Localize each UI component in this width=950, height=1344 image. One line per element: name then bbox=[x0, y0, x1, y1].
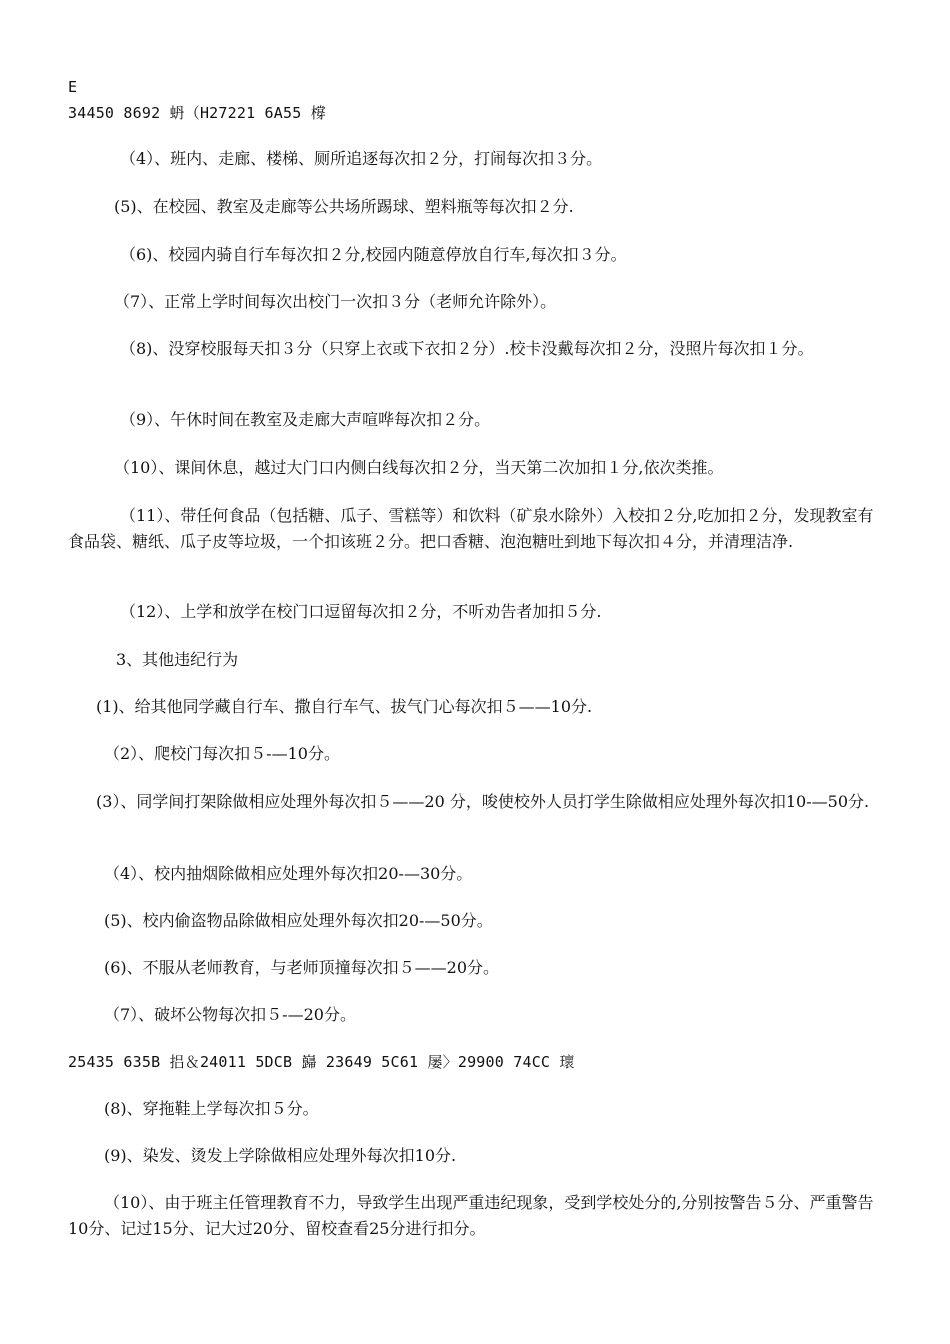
rule-item-11: （11）、带任何食品（包括糖、瓜子、雪糕等）和饮料（矿泉水除外）入校扣２分,吃加扣２分，发现教室有食品袋、糖纸、瓜子皮等垃圾，一个扣该班２分。把口香糖、泡泡糖吐到地下每次扣４分，并清理洁净. bbox=[68, 506, 874, 551]
rule-item-10: （10）、课间休息，越过大门口内侧白线每次扣２分，当天第二次加扣１分,依次类推。 bbox=[114, 458, 724, 477]
rule-item-6: （6)、校园内骑自行车每次扣２分,校园内随意停放自行车,每次扣３分。 bbox=[120, 245, 627, 264]
header-letter: E bbox=[68, 78, 78, 96]
rule-item-9: （9）、午休时间在教室及走廊大声喧哗每次扣２分。 bbox=[120, 410, 491, 429]
violation-item-2: （2）、爬校门每次扣５-—10分。 bbox=[104, 744, 340, 763]
rule-item-5: (5)、在校园、教室及走廊等公共场所踢球、塑料瓶等每次扣２分. bbox=[114, 197, 574, 216]
violation-item-5: (5)、校内偷盗物品除做相应处理外每次扣20-—50分。 bbox=[104, 911, 493, 930]
section-3-title: 3、其他违纪行为 bbox=[116, 650, 239, 669]
violation-item-1: (1)、给其他同学藏自行车、撒自行车气、拔气门心每次扣５——10分. bbox=[96, 697, 593, 716]
violation-item-10: （10）、由于班主任管理教育不力，导致学生出现严重违纪现象，受到学校处分的,分别按警告５分、严重警告10分、记过15分、记大过20分、留校查看25分进行扣分。 bbox=[68, 1193, 874, 1238]
violation-item-3: (3）、同学间打架除做相应处理外每次扣５——20 分，唆使校外人员打学生除做相应处理外每次扣10-—50分. bbox=[96, 792, 870, 811]
violation-item-9: (9)、染发、烫发上学除做相应处理外每次扣10分. bbox=[104, 1146, 457, 1165]
violation-item-8: (8)、穿拖鞋上学每次扣５分。 bbox=[104, 1099, 319, 1118]
violation-item-7: （7）、破坏公物每次扣５-—20分。 bbox=[104, 1005, 356, 1024]
rule-item-4: （4）、班内、走廊、楼梯、厕所追逐每次扣２分，打闹每次扣３分。 bbox=[120, 149, 603, 168]
rule-item-12: （12）、上学和放学在校门口逗留每次扣２分，不听劝告者加扣５分. bbox=[120, 602, 602, 621]
header-code-line: 34450 8692 蚒（H27221 6A55 橕 bbox=[68, 104, 326, 122]
violation-item-4: （4）、校内抽烟除做相应处理外每次扣20-—30分。 bbox=[104, 864, 473, 883]
rule-item-7: （7）、正常上学时间每次出校门一次扣３分（老师允许除外）。 bbox=[114, 292, 557, 311]
code-line-2: 25435 635B 捛＆24011 5DCB 巋 23649 5C61 屡〉29900 74CC 瓌 bbox=[68, 1053, 575, 1071]
violation-item-6: (6)、不服从老师教育，与老师顶撞每次扣５——20分。 bbox=[104, 958, 500, 977]
rule-item-8: （8)、没穿校服每天扣３分（只穿上衣或下衣扣２分）.校卡没戴每次扣２分，没照片每次扣１分。 bbox=[120, 339, 814, 358]
